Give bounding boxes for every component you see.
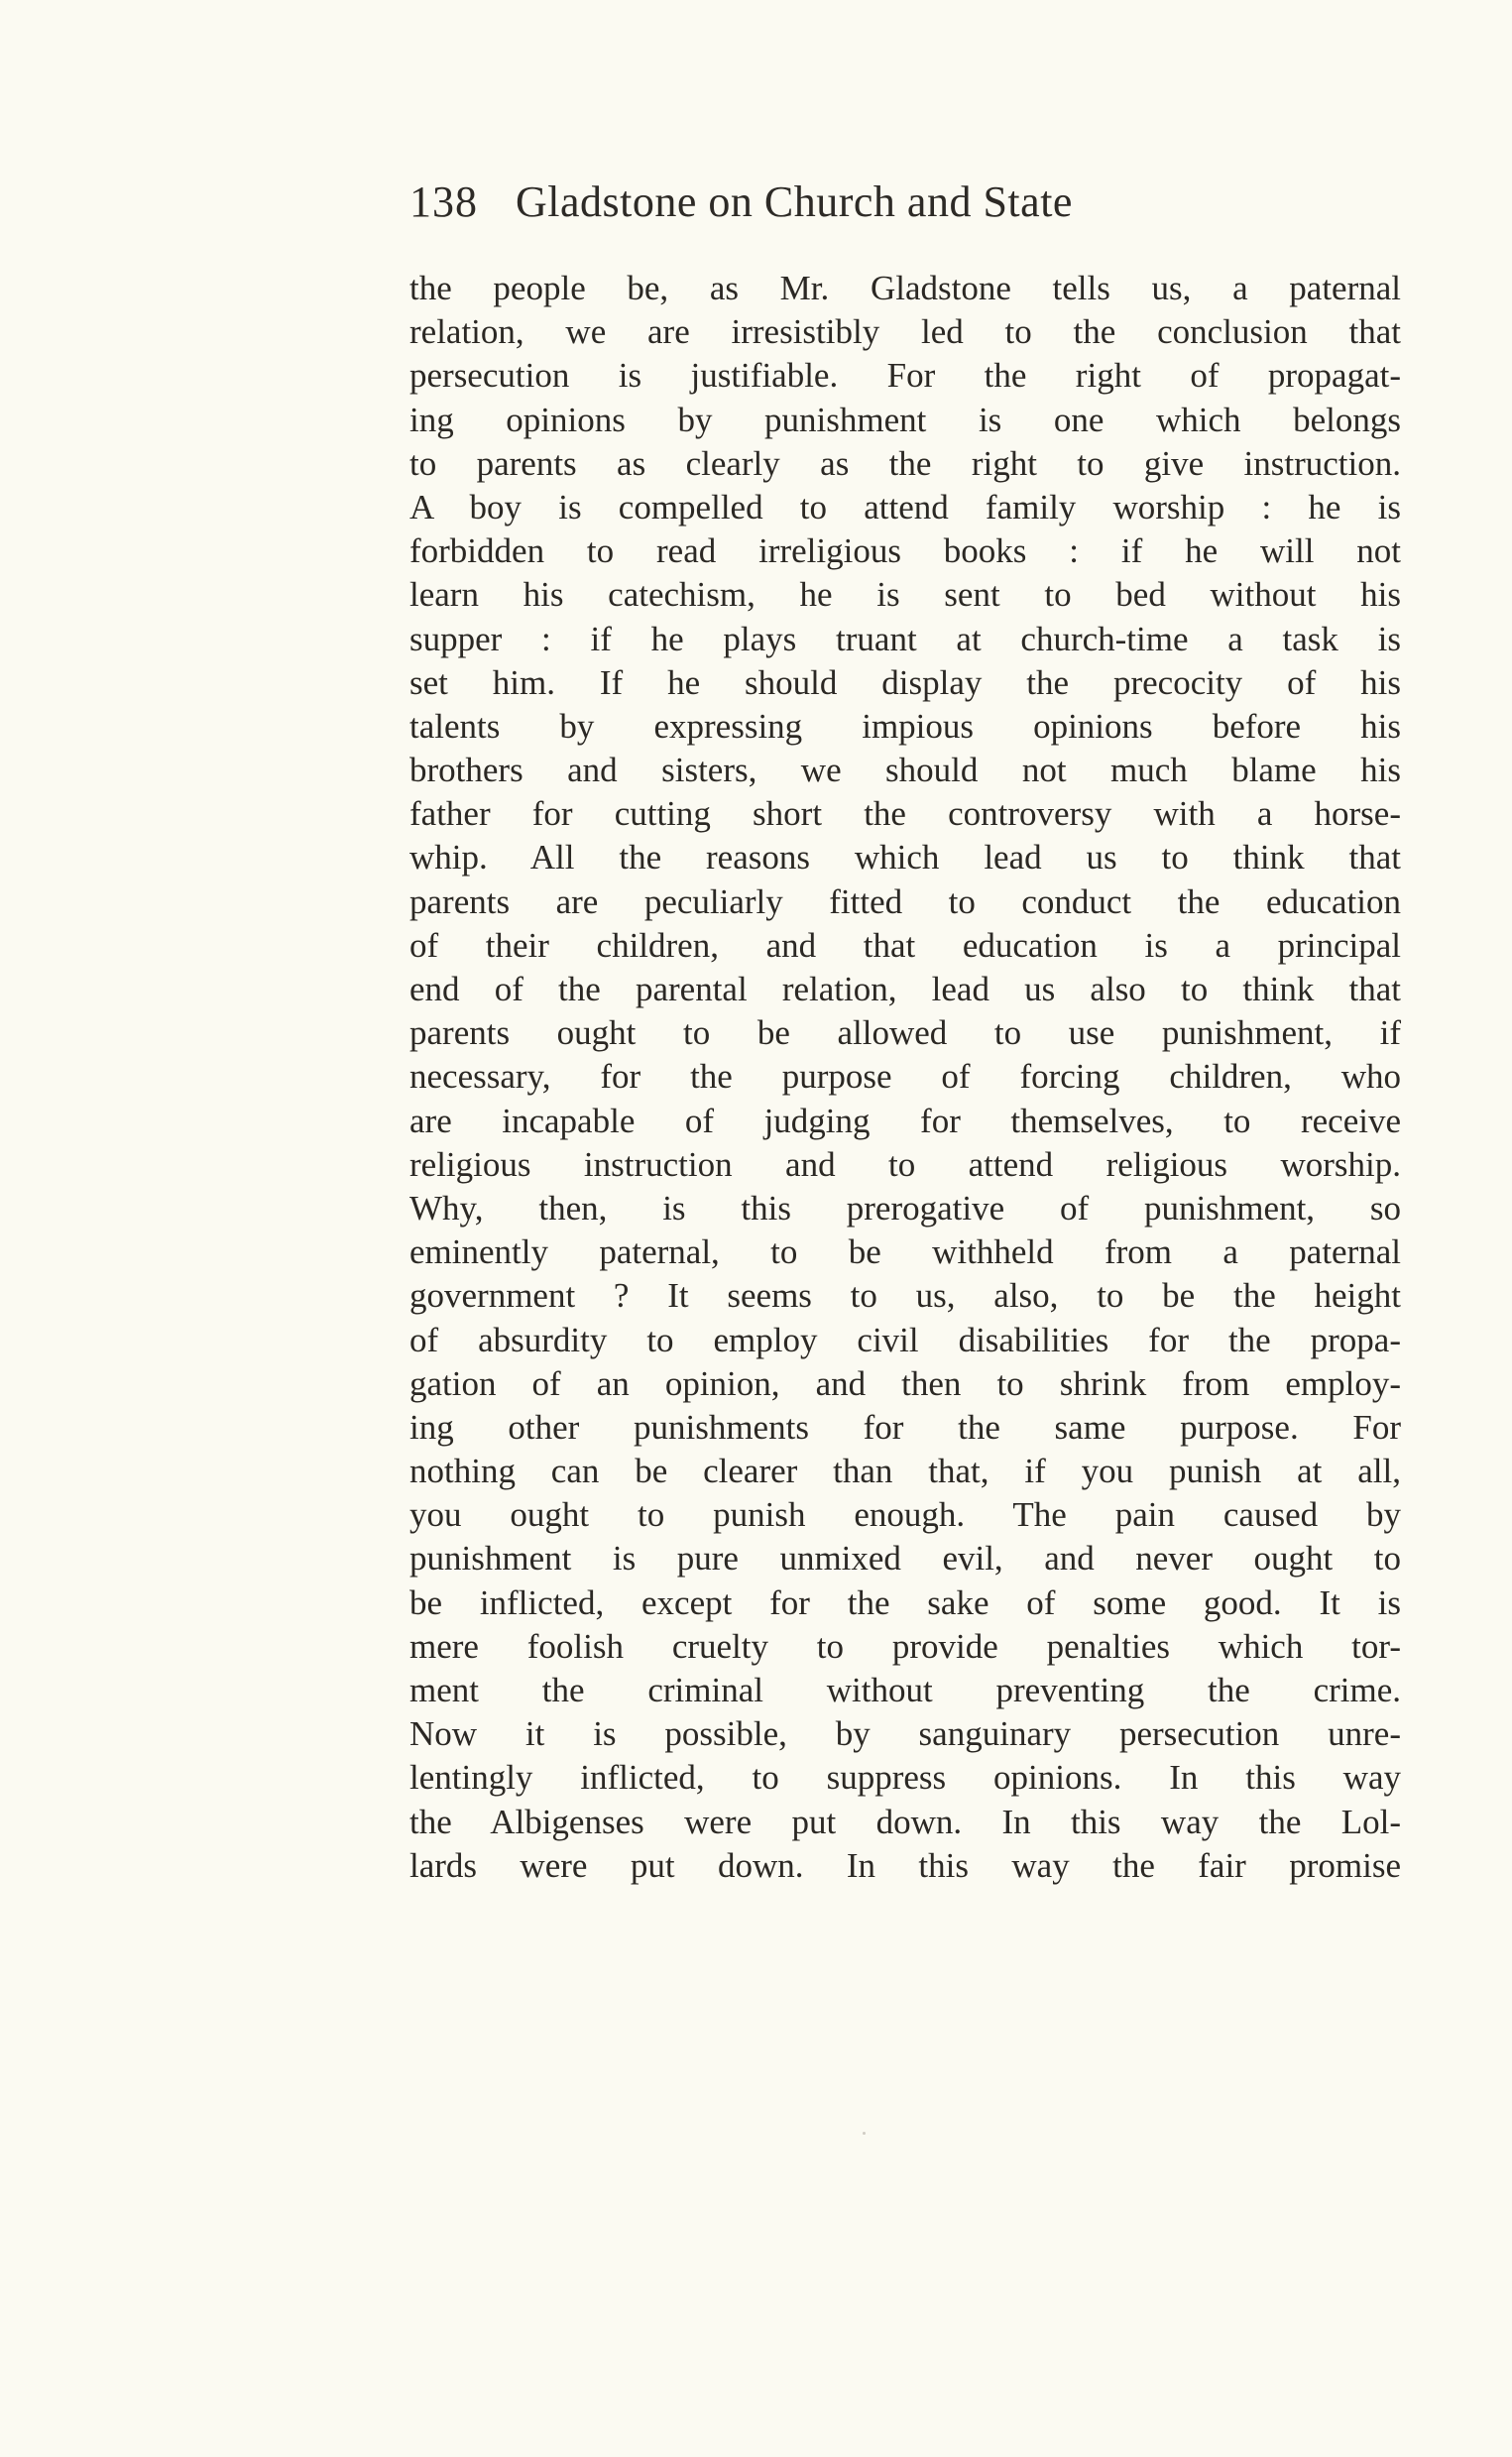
text-line: forbidden to read irreligious books : if he will not <box>409 531 1401 571</box>
text-line: to parents as clearly as the right to give instruction. <box>409 443 1401 483</box>
text-line: punishment is pure unmixed evil, and never ought to <box>409 1539 1401 1579</box>
text-line: lards were put down. In this way the fair promise <box>409 1845 1401 1885</box>
paper-speck <box>863 2132 866 2135</box>
text-line: whip. All the reasons which lead us to think that <box>409 838 1401 878</box>
text-line: lentingly inflicted, to suppress opinions. In this way <box>409 1758 1401 1798</box>
text-line: A boy is compelled to attend family worship : he is <box>409 487 1401 526</box>
text-line: father for cutting short the controversy with a horse- <box>409 794 1401 834</box>
text-line: be inflicted, except for the sake of some good. It is <box>409 1582 1401 1622</box>
running-title: Gladstone on Church and State <box>516 177 1073 226</box>
text-line: Why, then, is this prerogative of punishment, so <box>409 1188 1401 1228</box>
text-line: ing other punishments for the same purpose. For <box>409 1407 1401 1447</box>
page-number: 138 <box>409 177 478 226</box>
text-line: the Albigenses were put down. In this way the Lol- <box>409 1802 1401 1841</box>
text-line: mere foolish cruelty to provide penalties which tor- <box>409 1626 1401 1666</box>
text-line: government ? It seems to us, also, to be the height <box>409 1276 1401 1316</box>
text-line: the people be, as Mr. Gladstone tells us, a paternal <box>409 269 1401 307</box>
text-line: gation of an opinion, and then to shrink from employ- <box>409 1363 1401 1403</box>
text-line: eminently paternal, to be withheld from a paternal <box>409 1232 1401 1272</box>
text-line: are incapable of judging for themselves, to receive <box>409 1101 1401 1140</box>
text-line: end of the parental relation, lead us also to think that <box>409 970 1401 1008</box>
text-line: ment the criminal without preventing the crime. <box>409 1671 1401 1709</box>
text-line: Now it is possible, by sanguinary persecution unre- <box>409 1714 1401 1754</box>
text-line: parents ought to be allowed to use punishment, if <box>409 1013 1401 1053</box>
text-line: nothing can be clearer than that, if you punish at all, <box>409 1452 1401 1491</box>
text-line: of absurdity to employ civil disabilities for the propa- <box>409 1320 1401 1359</box>
text-line: you ought to punish enough. The pain caused by <box>409 1495 1401 1535</box>
text-line: brothers and sisters, we should not much blame his <box>409 751 1401 790</box>
text-line: of their children, and that education is a principal <box>409 925 1401 965</box>
text-line: parents are peculiarly fitted to conduct the education <box>409 881 1401 921</box>
page-header <box>409 176 1401 246</box>
body-text <box>409 267 1401 1888</box>
text-line: necessary, for the purpose of forcing children, who <box>409 1057 1401 1097</box>
text-line: supper : if he plays truant at church-time a task is <box>409 619 1401 658</box>
text-line: religious instruction and to attend religious worship. <box>409 1144 1401 1184</box>
text-line: persecution is justifiable. For the right of propagat- <box>409 356 1401 396</box>
text-line: talents by expressing impious opinions before his <box>409 706 1401 746</box>
text-line: set him. If he should display the precocity of his <box>409 662 1401 702</box>
text-line: ing opinions by punishment is one which belongs <box>409 400 1401 439</box>
text-line: relation, we are irresistibly led to the conclusion that <box>409 312 1401 352</box>
text-line: learn his catechism, he is sent to bed without his <box>409 575 1401 615</box>
